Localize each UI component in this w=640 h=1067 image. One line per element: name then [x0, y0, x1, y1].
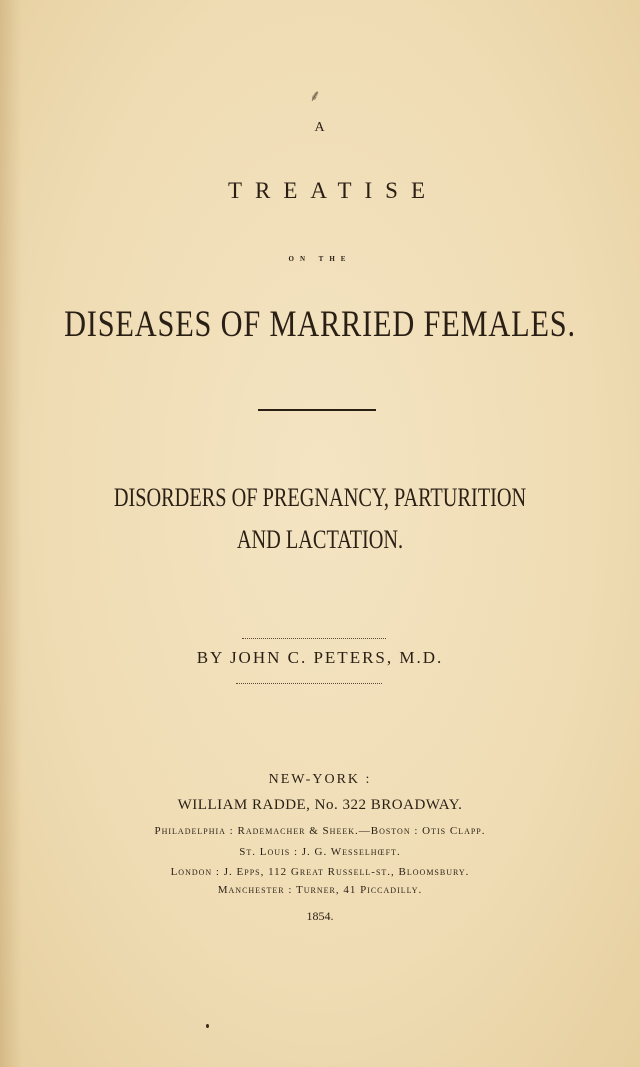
imprint-publisher: WILLIAM RADDE, No. 322 BROADWAY. — [177, 797, 463, 813]
subtitle-line-2: AND LACTATION. — [236, 525, 404, 554]
imprint-agents-stlouis: St. Louis : J. G. Wesselhœft. — [239, 846, 401, 858]
page-edge-shadow — [0, 0, 22, 1067]
subtitle-line-1: DISORDERS OF PREGNANCY, PARTURITION — [113, 483, 527, 512]
author-line: BY JOHN C. PETERS, M.D. — [196, 648, 444, 667]
imprint-city: NEW-YORK : — [268, 772, 372, 787]
imprint-agents-london: London : J. Epps, 112 Great Russell-st., Bloomsbury. — [170, 866, 470, 878]
title-article: A — [314, 120, 326, 135]
title-on-the: ON THE — [288, 255, 352, 263]
pencil-mark: ⸙ — [309, 88, 322, 105]
title-treatise: TREATISE — [227, 178, 439, 203]
ink-speck — [206, 1024, 209, 1028]
title-divider-rule — [258, 409, 376, 411]
imprint-agents-philadelphia: Philadelphia : Rademacher & Sheek.—Boston : Otis Clapp. — [154, 825, 486, 837]
imprint-year: 1854. — [306, 909, 334, 923]
main-title: DISEASES OF MARRIED FEMALES. — [64, 304, 576, 345]
imprint-agents-manchester: Manchester : Turner, 41 Piccadilly. — [217, 884, 423, 896]
ornament-rule-top — [242, 638, 386, 639]
ornament-rule-bottom — [236, 683, 382, 684]
